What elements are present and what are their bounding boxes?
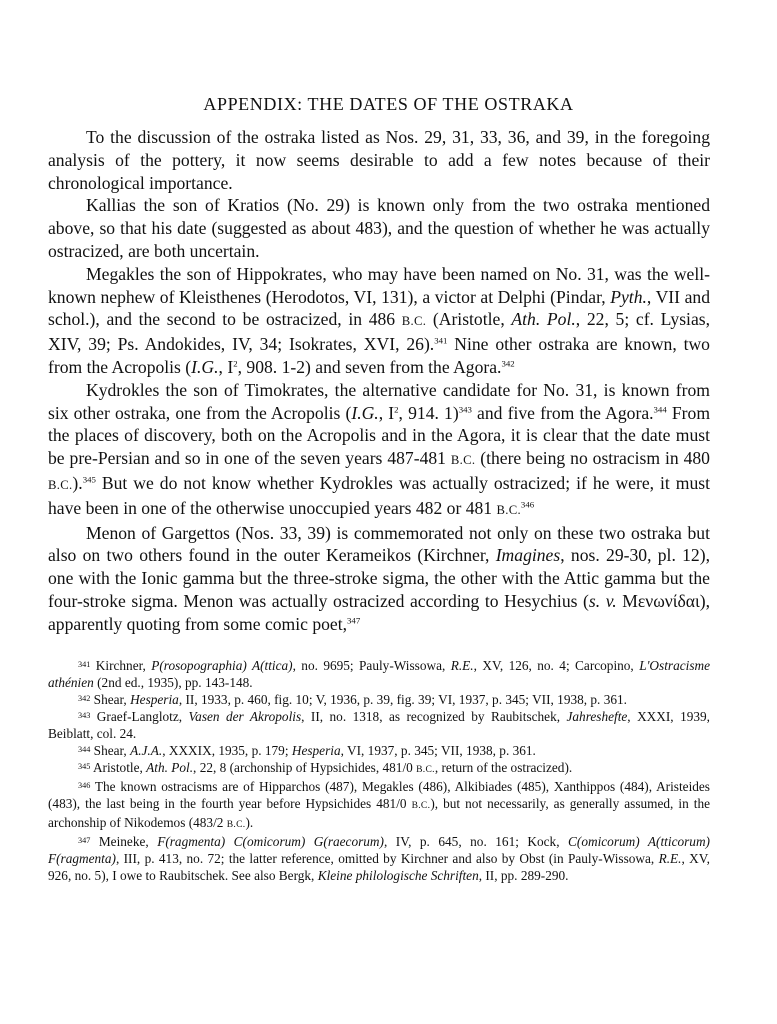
footnote-344: $^{344}$ Shear, A.J.A., XXXIX, 1935, p. 179; Hesperia, VI, 1937, p. 345; VII, 1938, p. 361. <box>78 743 536 758</box>
footnote-ref[interactable]: 347 <box>347 615 361 626</box>
footnote-343: $^{343}$ Graef-Langlotz, Vasen der Akropolis, II, no. 1318, as recognized by Raubitschek, Jahreshefte, XXXI, 1939, Beiblatt, col. 24. <box>48 709 710 741</box>
footnote-ref[interactable]: 342 <box>501 358 515 369</box>
footnote-number: 347 <box>78 836 91 846</box>
footnote-ref[interactable]: 344 <box>653 403 667 414</box>
footnote-number: 346 <box>78 781 91 791</box>
body-text <box>48 126 710 636</box>
paragraph-ostraka-intro: To the discussion of the ostraka listed as Nos. 29, 31, 33, 36, and 39, in the foregoing analysis of the pottery, it now seems desirable to add a few notes because of their chronological importance. <box>48 127 710 193</box>
footnote-345: $^{345}$ Aristotle, Ath. Pol., 22, 8 (archonship of Hypsichides, 481/0 B.C., return of the ostracized). <box>78 760 573 775</box>
paragraph-menon: Menon of Gargettos (Nos. 33, 39) is commemorated not only on these two ostraka but also on two others found in the outer Kerameikos (Kirchner, Imagines, nos. 29-30, pl. 12), one with the Ionic gamma but the three-stroke sigma, the other with the Attic gamma but the four-stroke sigma. Menon was actually ostracized according to Hesychius (s. v. Μενωνίδαι), apparently quoting from some comic poet,$^{347}$ <box>48 522 710 634</box>
footnote-ref[interactable]: 343 <box>458 403 472 414</box>
greek-word: Μενωνίδαι <box>622 590 700 611</box>
paragraph-megakles: Megakles the son of Hippokrates, who may have been named on No. 31, was the well-known nephew of Kleisthenes (Herodotos, VI, 131), a victor at Delphi (Pindar, Pyth., VII and schol.), and the second to be ostracized, in 486 B.C. (Aristotle, Ath. Pol., 22, 5; cf. Lysias, XIV, 39; Ps. Andokides, IV, 34; Isokrates, XVI, 26).$^{341}$ Nine other ostraka are known, two from the Acropolis (I.G., $I^2$, 908. 1-2) and seven from the Agora.$^{342}$ <box>48 263 711 377</box>
footnote-number: 344 <box>78 745 91 755</box>
footnote-ref[interactable]: 345 <box>82 474 96 485</box>
footnotes <box>48 657 710 884</box>
footnote-number: 343 <box>78 711 91 721</box>
footnote-ref[interactable]: 341 <box>434 335 448 346</box>
footnote-ref[interactable]: 346 <box>520 499 535 510</box>
appendix-title: APPENDIX: THE DATES OF THE OSTRAKA <box>203 94 574 114</box>
footnote-number: 342 <box>78 694 91 704</box>
paragraph-kydrokles: Kydrokles the son of Timokrates, the alternative candidate for No. 31, is known from six other ostraka, one from the Acropolis (I.G., $I^2$, 914. 1)$^{343}$ and five from the Agora.$^{344}$ From the places of discovery, both on the Acropolis and in the Agora, it is clear that the date must be pre-Persian and so in one of the seven years 487-481 B.C. (there being no ostracism in 480 B.C.).$^{345}$ But we do not know whether Kydrokles was actually ostracized; if he were, it must have been in one of the otherwise unoccupied years 482 or 481 B.C.$^{346}$ <box>48 379 711 518</box>
footnote-number: 345 <box>78 762 91 772</box>
footnote-number: 341 <box>78 660 91 670</box>
footnote-342: $^{342}$ Shear, Hesperia, II, 1933, p. 460, fig. 10; V, 1936, p. 39, fig. 39; VI, 1937, p. 345; VII, 1938, p. 361. <box>78 692 627 707</box>
footnote-347: $^{347}$ Meineke, F(ragmenta) C(omicorum) G(raecorum), IV, p. 645, no. 161; Kock, C(omicorum) A(tticorum) F(ragmenta), III, p. 413, no. 72; the latter reference, omitted by Kirchner and also by Obst (in Pauly-Wissowa, R.E., XV, 926, no. 5), I owe to Raubitschek. See also Bergk, Kleine philologische Schriften, II, pp. 289-290. <box>48 834 710 883</box>
footnote-346: $^{346}$ The known ostracisms are of Hipparchos (487), Megakles (486), Alkibiades (485), Xanthippos (484), Aristeides (483), the last being in the fourth year before Hypsichides 481/0 B.C.), but not necessarily, as generally assumed, in the archonship of Nikodemos (483/2 B.C.). <box>48 779 710 830</box>
paragraph-kallias: Kallias the son of Kratios (No. 29) is known only from the two ostraka mentioned above, so that his date (suggested as about 483), and the question of whether he was actually ostracized, are both uncertain. <box>48 195 710 261</box>
footnote-341: $^{341}$ Kirchner, P(rosopographia) A(ttica), no. 9695; Pauly-Wissowa, R.E., XV, 126, no. 4; Carcopino, L'Ostracisme athénien (2nd ed., 1935), pp. 143-148. <box>48 658 710 690</box>
